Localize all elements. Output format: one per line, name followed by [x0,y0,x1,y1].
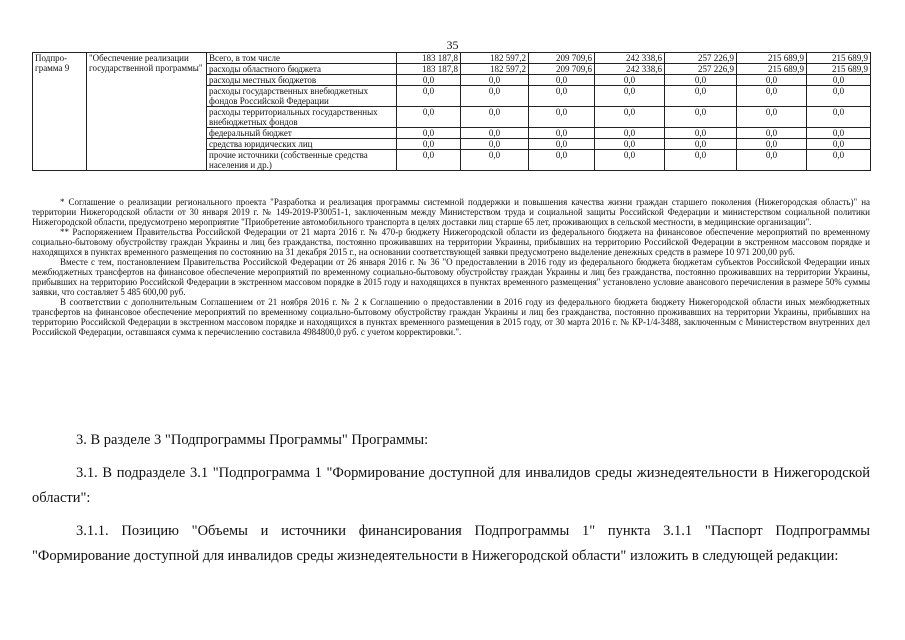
value-cell: 0,0 [461,139,529,150]
value-cell: 0,0 [529,150,595,171]
value-cell: 215 689,9 [737,64,807,75]
value-cell: 257 226,9 [665,53,737,64]
value-cell: 0,0 [807,107,871,128]
value-cell: 0,0 [807,139,871,150]
subprogram-name: "Обеспечение реализации государственной программы" [87,53,207,171]
value-cell: 0,0 [807,75,871,86]
footnote: Вместе с тем, постановлением Правительства Российской Федерации от 26 января 2016 г. № 36 "О предоставлении в 2016 году из федерального бюджета бюджетам субъектов Российской Федерации иных межбюджетных трансфертов на финансовое обеспечение мероприятий по временному социально-бытовому обустройству граждан Украины и лиц без гражданства, постоянно проживавших на территории Украины, прибывших на территорию Российской Федерации в экстренном массовом порядке в 2015 году и находящихся в пунктах временного размещения" установлено условие авансового перечисления в размере 50% суммы заявки, что составляет 5 485 600,00 руб. [32,257,870,297]
value-cell: 0,0 [665,75,737,86]
value-cell: 0,0 [397,107,461,128]
row-label: средства юридических лиц [207,139,397,150]
table-row [33,53,871,64]
row-label: прочие источники (собственные средства населения и др.) [207,150,397,171]
row-label: расходы местных бюджетов [207,75,397,86]
footnotes [32,197,870,337]
value-cell: 182 597,2 [461,64,529,75]
value-cell: 0,0 [595,107,665,128]
value-cell: 209 709,6 [529,53,595,64]
value-cell: 0,0 [529,75,595,86]
value-cell: 183 187,8 [397,53,461,64]
row-label: расходы областного бюджета [207,64,397,75]
value-cell: 0,0 [595,75,665,86]
value-cell: 0,0 [529,139,595,150]
value-cell: 0,0 [397,86,461,107]
value-cell: 0,0 [529,128,595,139]
value-cell: 209 709,6 [529,64,595,75]
value-cell: 215 689,9 [807,64,871,75]
value-cell: 0,0 [737,139,807,150]
value-cell: 215 689,9 [807,53,871,64]
value-cell: 0,0 [665,86,737,107]
page-number: 35 [446,38,459,52]
value-cell: 0,0 [665,107,737,128]
value-cell: 0,0 [595,86,665,107]
row-label: Всего, в том числе [207,53,397,64]
subprogram-label: Подпро-грамма 9 [33,53,87,171]
value-cell: 0,0 [461,107,529,128]
value-cell: 183 187,8 [397,64,461,75]
footnote: ** Распоряжением Правительства Российской Федерации от 21 марта 2016 г. № 470-р бюджету Нижегородской области из федерального бюджета на финансовое обеспечение мероприятий по временному социально-бытовому обустройству граждан Украины и лиц без гражданства, постоянно проживавших на территории Украины, прибывших на территорию Российской Федерации в экстренном массовом порядке и находящихся в пунктах временного размещения по состоянию на 31 декабря 2015 г., на основании соответствующей заявки предусмотрено выделение денежных средств в размере 10 971 200,00 руб. [32,227,870,257]
value-cell: 0,0 [595,128,665,139]
value-cell: 0,0 [807,150,871,171]
value-cell: 0,0 [807,86,871,107]
value-cell: 0,0 [397,75,461,86]
value-cell: 0,0 [665,128,737,139]
value-cell: 0,0 [665,150,737,171]
value-cell: 0,0 [737,75,807,86]
footnote: * Соглашение о реализации регионального проекта "Разработка и реализация программы системной поддержки и повышения качества жизни граждан старшего поколения (Нижегородская область)" на территории Нижегородской области от 30 января 2019 г. № 149-2019-Р30051-1, заключенным между Министерством труда и социальной защиты Российской Федерации и министерством социальной политики Нижегородской области, предусмотрено мероприятие "Приобретение автомобильного транспорта в целях доставки лиц старше 65 лет, проживающих в сельской местности, в медицинские организации". [32,197,870,227]
value-cell: 0,0 [397,128,461,139]
financing-table [32,52,871,171]
value-cell: 0,0 [665,139,737,150]
footnote: В соответствии с дополнительным Соглашением от 21 ноября 2016 г. № 2 к Соглашению о предоставлении в 2016 году из федерального бюджета бюджету Нижегородской области иных межбюджетных трансфертов на финансовое обеспечение мероприятий по временному социально-бытовому обустройству граждан Украины и лиц без гражданства, постоянно проживавших на территории Украины, прибывших на территорию Российской Федерации в экстренном массовом порядке и находящихся в пунктах временного размещения в 2015 году, от 30 марта 2016 г. № КР-1/4-3488, заключенным с Министерством внутренних дел Российской Федерации, оставшаяся сумма к перечислению составила 4984800,0 руб. с учетом корректировки.". [32,297,870,337]
row-label: федеральный бюджет [207,128,397,139]
row-label: расходы государственных внебюджетных фондов Российской Федерации [207,86,397,107]
value-cell: 215 689,9 [737,53,807,64]
value-cell: 0,0 [461,150,529,171]
value-cell: 0,0 [737,150,807,171]
value-cell: 242 338,6 [595,53,665,64]
value-cell: 0,0 [595,150,665,171]
value-cell: 0,0 [737,107,807,128]
paragraph: 3.1. В подразделе 3.1 "Подпрограмма 1 "Формирование доступной для инвалидов среды жизнедеятельности в Нижегородской области": [32,465,870,506]
value-cell: 0,0 [595,139,665,150]
value-cell: 242 338,6 [595,64,665,75]
row-label: расходы территориальных государственных внебюджетных фондов [207,107,397,128]
paragraph: 3. В разделе 3 "Подпрограммы Программы" Программы: [76,432,429,448]
paragraph: 3.1.1. Позицию "Объемы и источники финансирования Подпрограммы 1" пункта 3.1.1 "Паспорт Подпрограммы "Формирование доступной для инвалидов среды жизнедеятельности в Нижегородской области" изложить в следующей редакции: [32,523,870,564]
value-cell: 0,0 [529,86,595,107]
value-cell: 182 597,2 [461,53,529,64]
value-cell: 0,0 [397,139,461,150]
value-cell: 0,0 [461,128,529,139]
value-cell: 257 226,9 [665,64,737,75]
value-cell: 0,0 [461,75,529,86]
value-cell: 0,0 [737,128,807,139]
value-cell: 0,0 [461,86,529,107]
value-cell: 0,0 [807,128,871,139]
main-text [32,428,870,569]
value-cell: 0,0 [397,150,461,171]
value-cell: 0,0 [529,107,595,128]
value-cell: 0,0 [737,86,807,107]
